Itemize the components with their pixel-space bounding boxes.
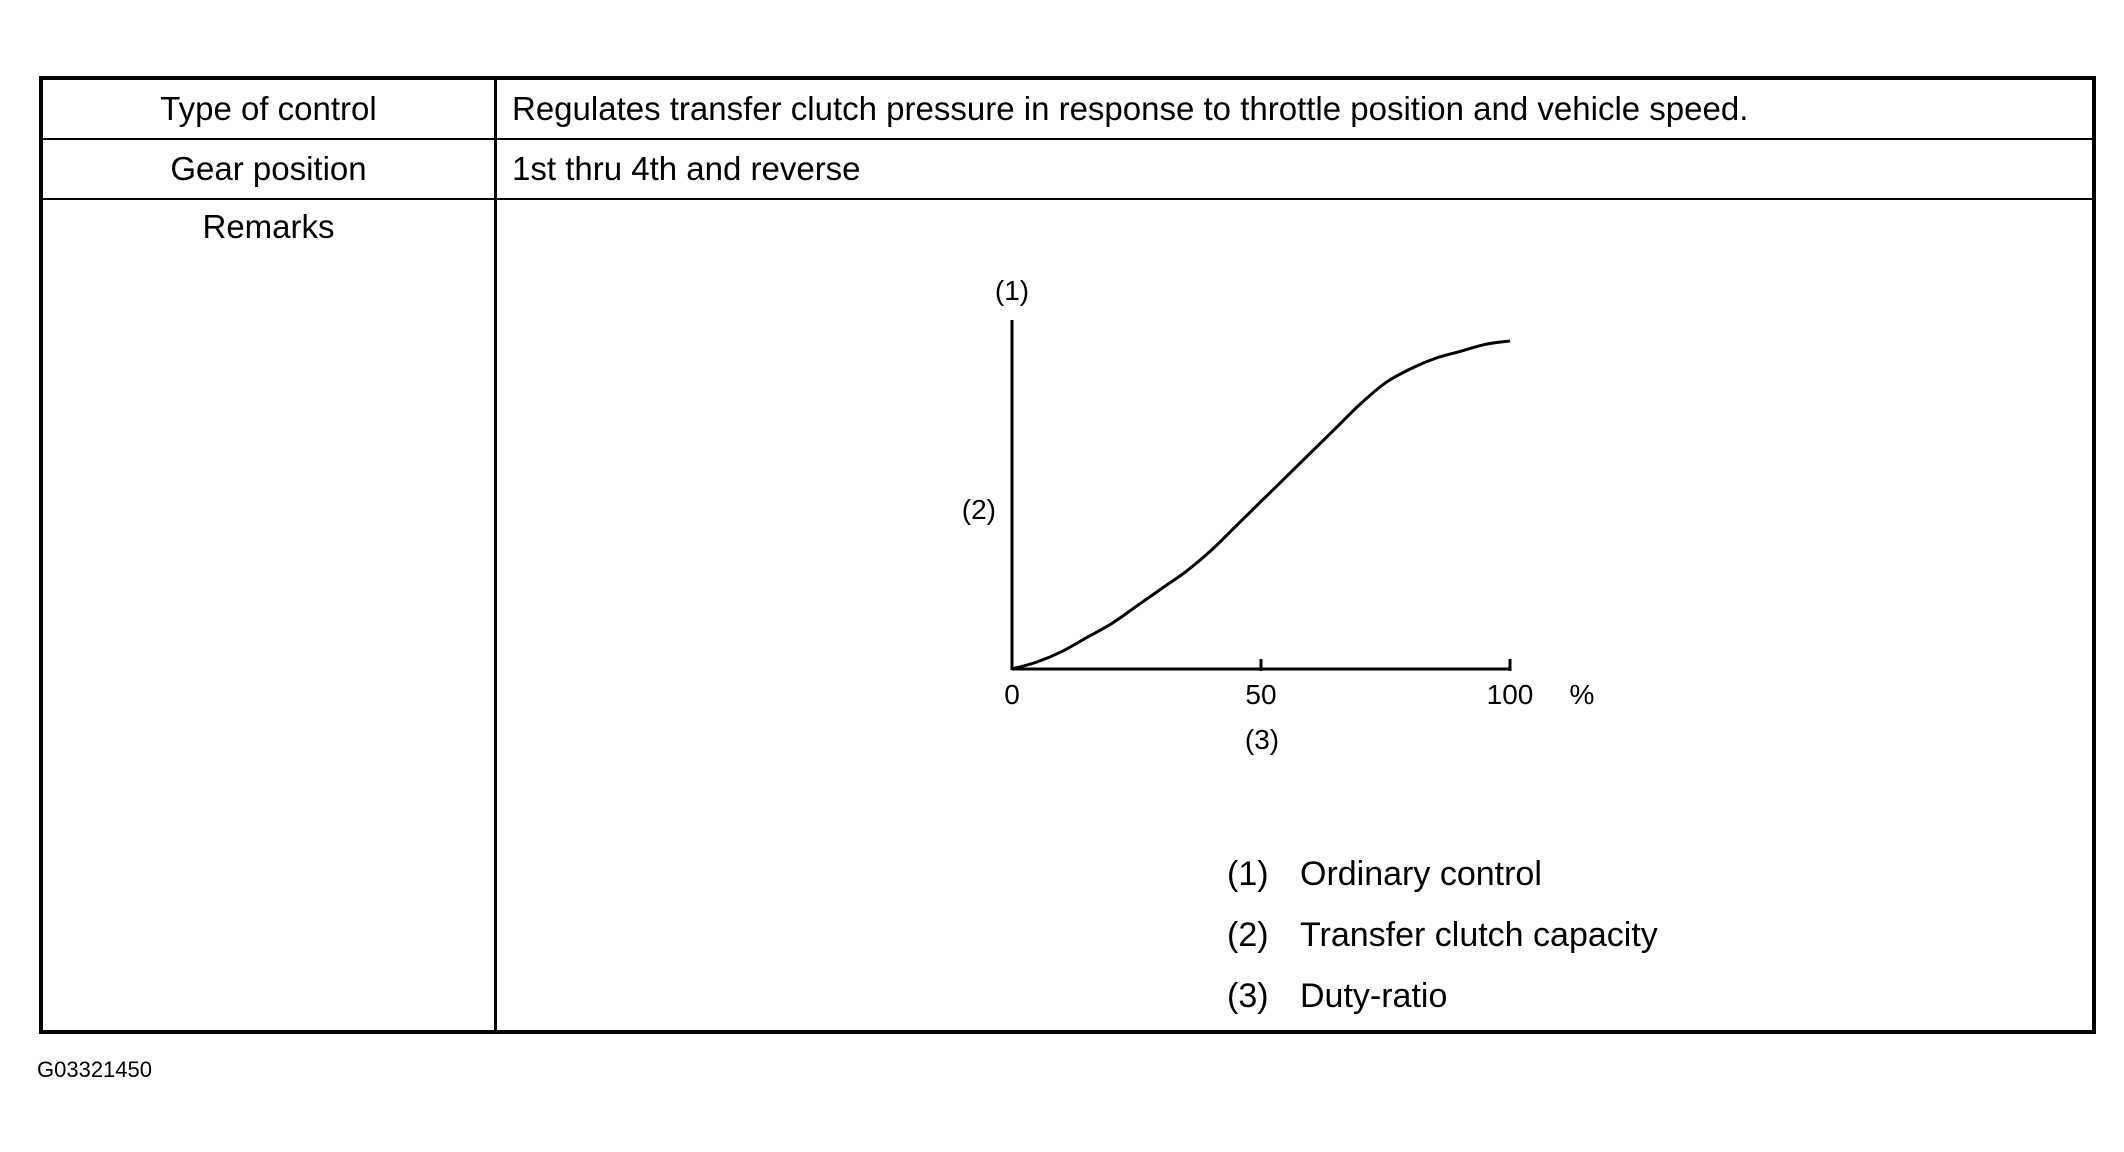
x-tick-label: 50 [1245, 679, 1277, 710]
row-value: 1st thru 4th and reverse [512, 150, 861, 187]
row-label: Remarks [202, 208, 335, 245]
x-tick-label: 0 [1004, 679, 1020, 710]
y-axis-marker: (2) [961, 494, 996, 525]
x-axis-marker: (3) [1244, 724, 1280, 755]
legend-number: (3) [1227, 977, 1269, 1015]
legend-text: Ordinary control [1300, 855, 1542, 893]
legend-text: Transfer clutch capacity [1300, 916, 1658, 954]
series-line [1012, 341, 1510, 669]
x-tick-labels [1004, 679, 1533, 710]
x-axis-unit: % [1569, 679, 1595, 710]
y-axis-top-marker: (1) [994, 275, 1030, 306]
legend-number: (1) [1227, 855, 1269, 893]
row-value: Regulates transfer clutch pressure in response to throttle position and vehicle speed. [512, 90, 1749, 127]
row-label: Type of control [160, 90, 377, 127]
row-label: Gear position [170, 150, 367, 187]
x-tick-label: 100 [1486, 679, 1534, 710]
legend-number: (2) [1227, 916, 1269, 954]
figure-id: G03321450 [37, 1057, 152, 1082]
legend-text: Duty-ratio [1300, 977, 1448, 1015]
